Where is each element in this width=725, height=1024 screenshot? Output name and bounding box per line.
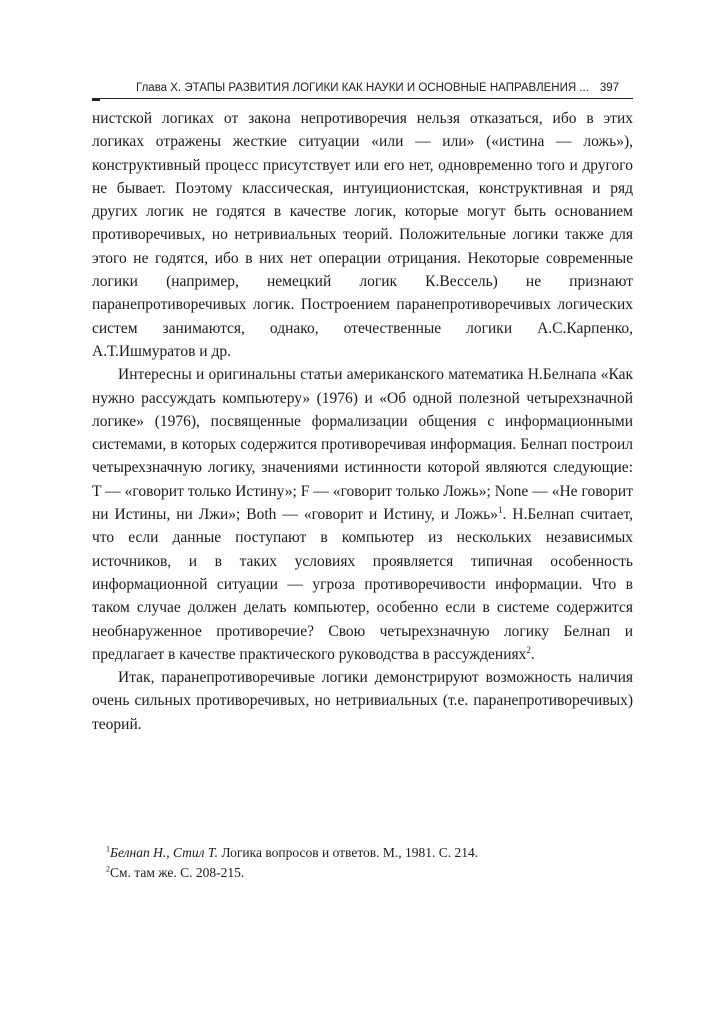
paragraph-2-text-end: . xyxy=(530,645,535,663)
paragraph-3: Итак, паранепротиворечивые логики демонстрируют возможность наличия очень сильных противоречивых, но нетривиальных (т.е. паранепротиворечивых) теорий. xyxy=(92,669,633,733)
footnote-1-mark: 1 xyxy=(106,844,110,854)
body-text xyxy=(92,107,633,736)
footnote-2-text: См. там же. С. 208-215. xyxy=(110,865,245,880)
paragraph-2-text-continued: . Н.Белнап считает, что если данные поступают в компьютер из нескольких независимых источников, и в таких условиях проявляется типичная особенность информационной ситуации — угроза противоречивости информации. Что в таком случае должен делать компьютер, особенно если в системе содержится необнаруженное противоречие? Свою четырехзначную логику Белнап и предлагает в качестве практического руководства в рассуждениях xyxy=(92,506,633,663)
footnote-2-mark: 2 xyxy=(106,864,110,874)
page-number: 397 xyxy=(599,82,619,94)
paragraph-2-text: Интересны и оригинальны статьи американского математика Н.Белнапа «Как нужно рассуждать компьютеру» (1976) и «Об одной полезной четырехзначной логике» (1976), посвященные формализации общения с информационными системами, в которых содержится противоречивая информация. Белнап построил четырехзначную логику, значениями истинности которой являются следующие: T — «говорит только Истину»; F — «говорит только Ложь»; None — «Не говорит ни Истины, ни Лжи»; Both — «говорит и Истину, и Ложь» xyxy=(92,366,633,524)
running-header xyxy=(92,80,633,99)
footnote-1 xyxy=(106,843,626,863)
footnote-1-text: Логика вопросов и ответов. М., 1981. С. 214. xyxy=(221,845,479,860)
chapter-title: Глава X. ЭТАПЫ РАЗВИТИЯ ЛОГИКИ КАК НАУКИ И ОСНОВНЫЕ НАПРАВЛЕНИЯ ... xyxy=(136,82,589,94)
footnote-1-authors: Белнап Н., Стил Т. xyxy=(110,845,218,860)
footnote-2 xyxy=(106,863,626,883)
paragraph-1: нистской логиках от закона непротиворечия нельзя отказаться, ибо в этих логиках отражены жесткие ситуации «или — или» («истина — ложь»), конструктивный процесс присутствует или его нет, одновременно того и другого не бывает. Поэтому классическая, интуиционистская, конструктивная и ряд других логик не годятся в качестве логик, которые могут быть основанием противоречивых, но нетривиальных теорий. Положительные логики также для этого не годятся, ибо в них нет операции отрицания. Некоторые современные логики (например, немецкий логик К.Вессель) не признают паранепротиворечивых логик. Построением паранепротиворечивых логических систем занимаются, однако, отечественные логики А.С.Карпенко, А.Т.Ишмуратов и др. xyxy=(92,110,633,360)
header-rule-mark xyxy=(92,99,100,101)
footnote-ref-2: 2 xyxy=(526,644,531,655)
footnotes xyxy=(106,843,626,883)
paragraph-2 xyxy=(92,363,633,666)
footnote-ref-1: 1 xyxy=(498,504,503,515)
